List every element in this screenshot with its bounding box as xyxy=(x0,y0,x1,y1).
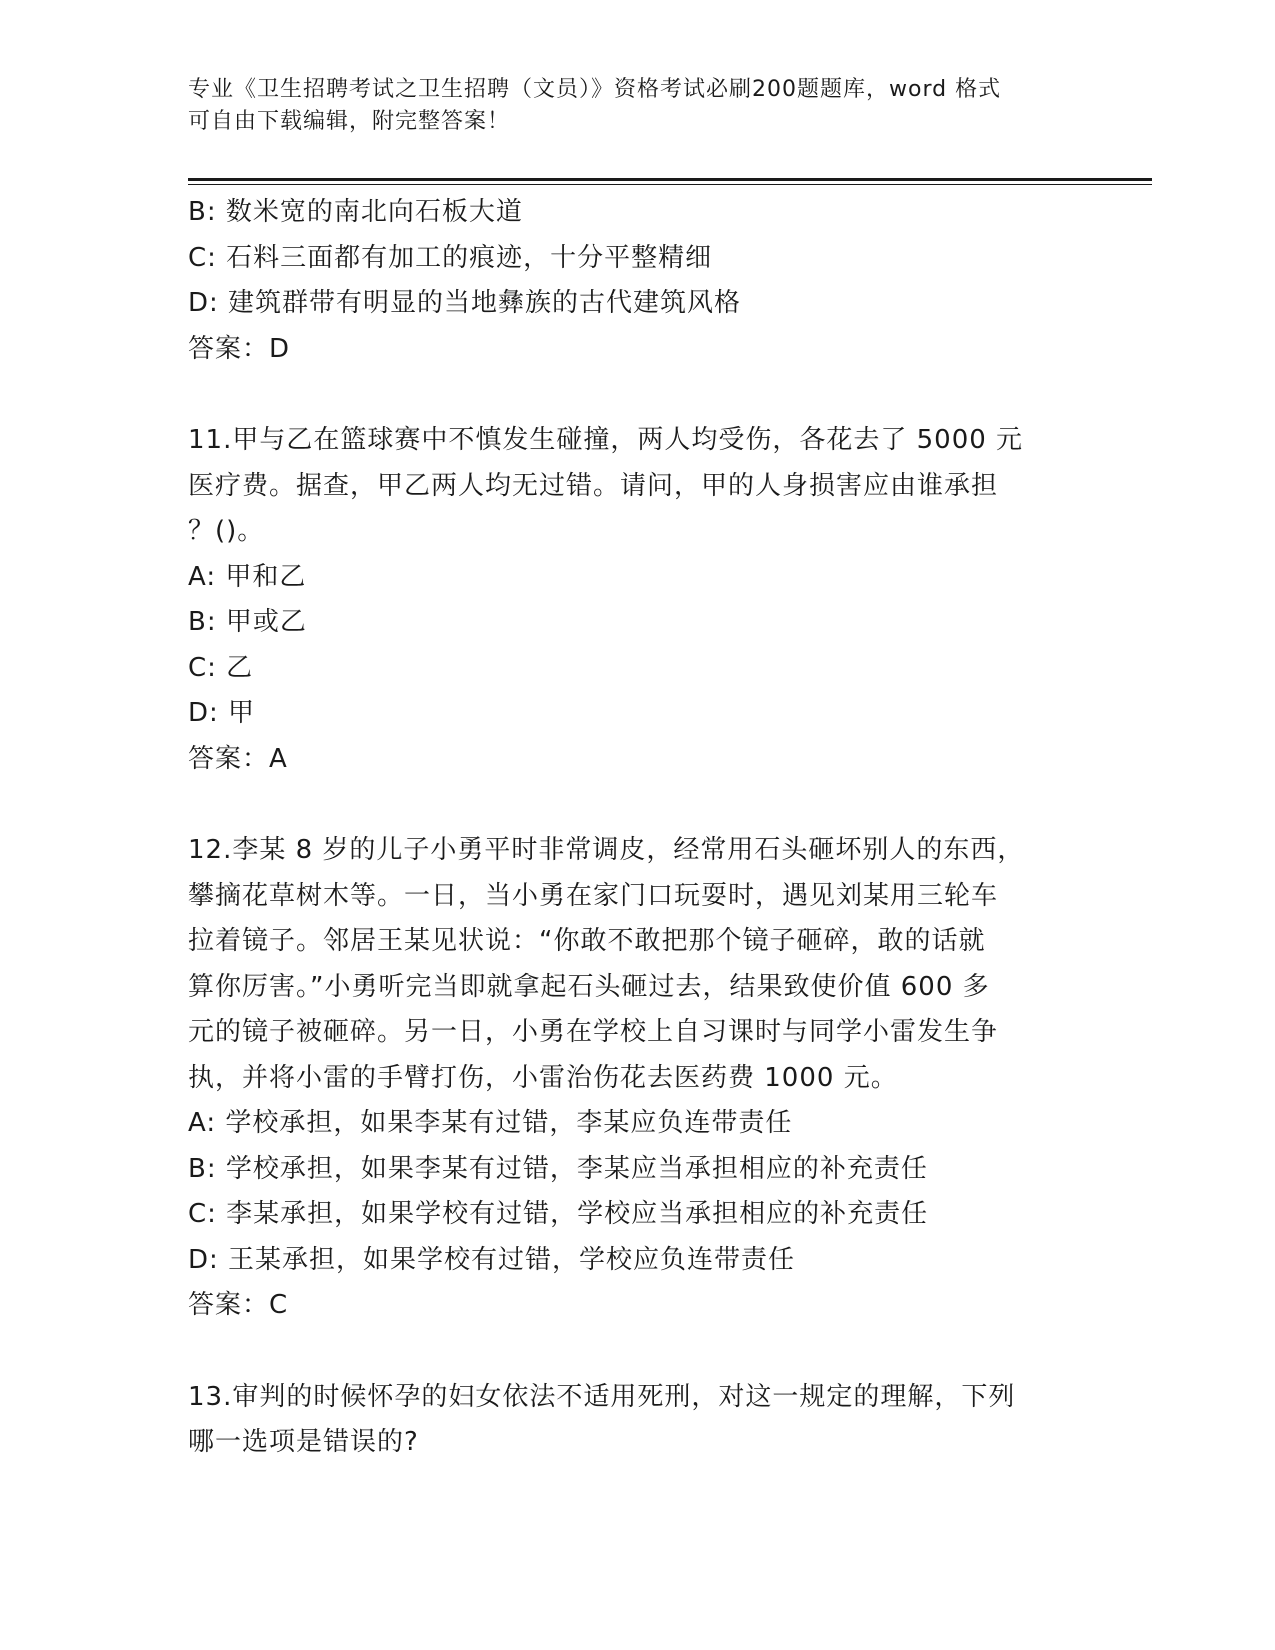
q10-answer: 答案：D xyxy=(188,333,291,364)
q10-option-b: B: 数米宽的南北向石板大道 xyxy=(188,197,523,227)
q12-stem-line: 元的镜子被砸碎。另一日，小勇在学校上自习课时与同学小雷发生争 xyxy=(188,1017,999,1047)
q12-option-a: A: 学校承担，如果李某有过错，李某应负连带责任 xyxy=(188,1108,793,1138)
spacer xyxy=(188,372,1068,418)
q11-answer: 答案：A xyxy=(188,743,288,774)
q13-stem-line: 哪一选项是错误的? xyxy=(188,1427,419,1457)
q11-option-c: C: 乙 xyxy=(188,652,254,683)
question-content xyxy=(188,190,1068,1466)
q12-stem-line: 12.李某 8 岁的儿子小勇平时非常调皮，经常用石头砸坏别人的东西， xyxy=(188,835,1025,865)
q11-option-a: A: 甲和乙 xyxy=(188,561,307,592)
q11-option-d: D: 甲 xyxy=(188,698,256,728)
spacer xyxy=(188,782,1068,828)
q12-option-d: D: 王某承担，如果学校有过错，学校应负连带责任 xyxy=(188,1244,796,1275)
q10-option-d: D: 建筑群带有明显的当地彝族的古代建筑风格 xyxy=(188,288,742,318)
header-title-line-2: 可自由下载编辑，附完整答案！ xyxy=(188,109,511,134)
question-12 xyxy=(188,828,1068,1329)
q12-answer: 答案：C xyxy=(188,1290,289,1320)
header-title-line-1: 专业《卫生招聘考试之卫生招聘（文员）》资格考试必刷200题题库，word 格式 xyxy=(188,77,1002,102)
q12-stem-line: 算你厉害。”小勇听完当即就拿起石头砸过去，结果致使价值 600 多 xyxy=(188,971,990,1002)
q12-option-c: C: 李某承担，如果学校有过错，学校应当承担相应的补充责任 xyxy=(188,1199,929,1229)
q11-stem-line: ？()。 xyxy=(188,516,265,546)
q10-option-c: C: 石料三面都有加工的痕迹，十分平整精细 xyxy=(188,242,713,273)
document-header xyxy=(188,74,1068,138)
spacer xyxy=(188,1329,1068,1375)
q12-stem-line: 攀摘花草树木等。一日，当小勇在家门口玩耍时，遇见刘某用三轮车 xyxy=(188,880,999,911)
question-13 xyxy=(188,1375,1068,1466)
q11-option-b: B: 甲或乙 xyxy=(188,607,307,637)
question-10-tail xyxy=(188,190,1068,372)
header-divider-thick xyxy=(188,178,1152,181)
question-11 xyxy=(188,418,1068,782)
q12-stem-line: 拉着镜子。邻居王某见状说：“你敢不敢把那个镜子砸碎，敢的话就 xyxy=(188,926,986,956)
q11-stem-line: 医疗费。据查，甲乙两人均无过错。请问，甲的人身损害应由谁承担 xyxy=(188,470,999,501)
q12-option-b: B: 学校承担，如果李某有过错，李某应当承担相应的补充责任 xyxy=(188,1153,928,1184)
q11-stem-line: 11.甲与乙在篮球赛中不慎发生碰撞，两人均受伤，各花去了 5000 元 xyxy=(188,425,1024,455)
q12-stem-line: 执，并将小雷的手臂打伤，小雷治伤花去医药费 1000 元。 xyxy=(188,1062,898,1093)
q13-stem-line: 13.审判的时候怀孕的妇女依法不适用死刑，对这一规定的理解，下列 xyxy=(188,1381,1016,1412)
header-divider-thin xyxy=(188,184,1152,185)
